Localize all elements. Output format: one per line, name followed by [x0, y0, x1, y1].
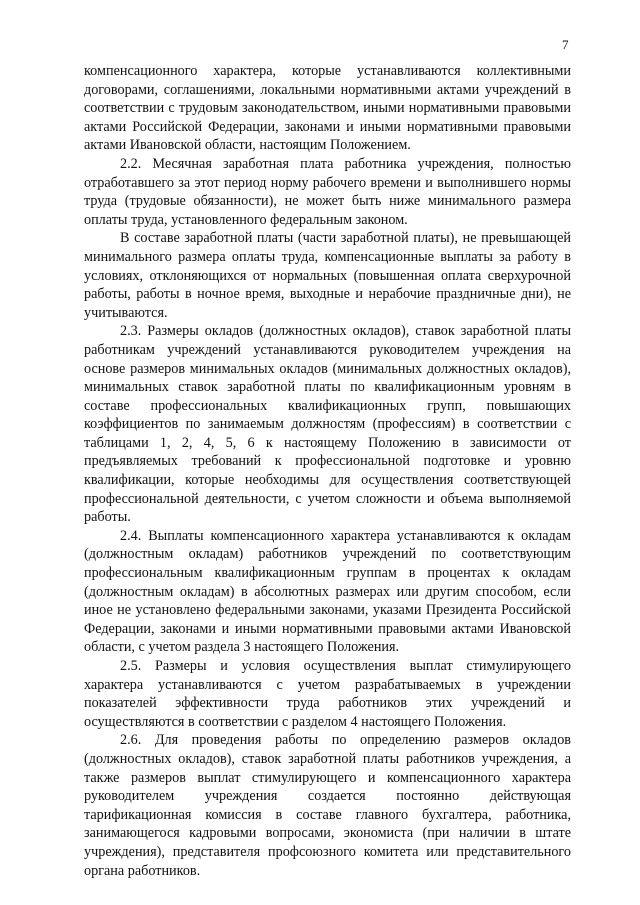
document-body — [84, 62, 571, 880]
paragraph-2-4: 2.4. Выплаты компенсационного характера устанавливаются к окладам (должностным окладам) работников учреждений по соответствующим профессиональным квалификационным группам в процентах к окладам (должностным окладам) в абсолютных размерах или другим способом, если иное не установлено федеральными законами, указами Президента Российской Федерации, законами и иными нормативными правовыми актами Ивановской области, с учетом раздела 3 настоящего Положения. — [84, 527, 571, 656]
paragraph-2-3: 2.3. Размеры окладов (должностных окладов), ставок заработной платы работникам учреждений устанавливаются руководителем учреждения на основе размеров минимальных окладов (минимальных должностных окладов), минимальных ставок заработной платы по квалификационным уровням в составе профессиональных квалификационных групп, повышающих коэффициентов по занимаемым должностям (профессиям) в соответствии с таблицами 1, 2, 4, 5, 6 к настоящему Положению в зависимости от предъявляемых требований к профессиональной подготовке и уровню квалификации, которые необходимы для осуществления соответствующей профессиональной деятельности, с учетом сложности и объема выполняемой работы. — [84, 323, 571, 526]
page-number: 7 — [562, 37, 569, 52]
paragraph-2-6: 2.6. Для проведения работы по определению размеров окладов (должностных окладов), ставок заработной платы работников учреждения, а также размеров выплат стимулирующего и компенсационного характера руководителем учреждения создается постоянно действующая тарификационная комиссия в составе главного бухгалтера, работника, занимающегося кадровыми вопросами, экономиста (при наличии в штате учреждения), представителя профсоюзного комитета или представительного органа работников. — [84, 732, 571, 879]
paragraph-2-2: 2.2. Месячная заработная плата работника учреждения, полностью отработавшего за этот период норму рабочего времени и выполнившего нормы труда (трудовые обязанности), не может быть ниже минимального размера оплаты труда, установленного федеральным законом. — [84, 155, 571, 228]
paragraph-2-2-note: В составе заработной платы (части заработной платы), не превышающей минимального размера оплаты труда, компенсационные выплаты за работу в условиях, отклоняющихся от нормальных (повышенная оплата сверхурочной работы, работы в ночное время, выходные и нерабочие праздничные дни), не учитываются. — [84, 230, 571, 321]
paragraph-2-5: 2.5. Размеры и условия осуществления выплат стимулирующего характера устанавливаются с учетом разрабатываемых в учреждении показателей эффективности труда работников этих учреждений и осуществляются в соответствии с разделом 4 настоящего Положения. — [84, 658, 571, 730]
paragraph-continuation: компенсационного характера, которые устанавливаются коллективными договорами, соглашениями, локальными нормативными актами учреждений в соответствии с трудовым законодательством, иными нормативными правовыми актами Российской Федерации, законами и иными нормативными правовыми актами Ивановской области, настоящим Положением. — [84, 63, 571, 154]
